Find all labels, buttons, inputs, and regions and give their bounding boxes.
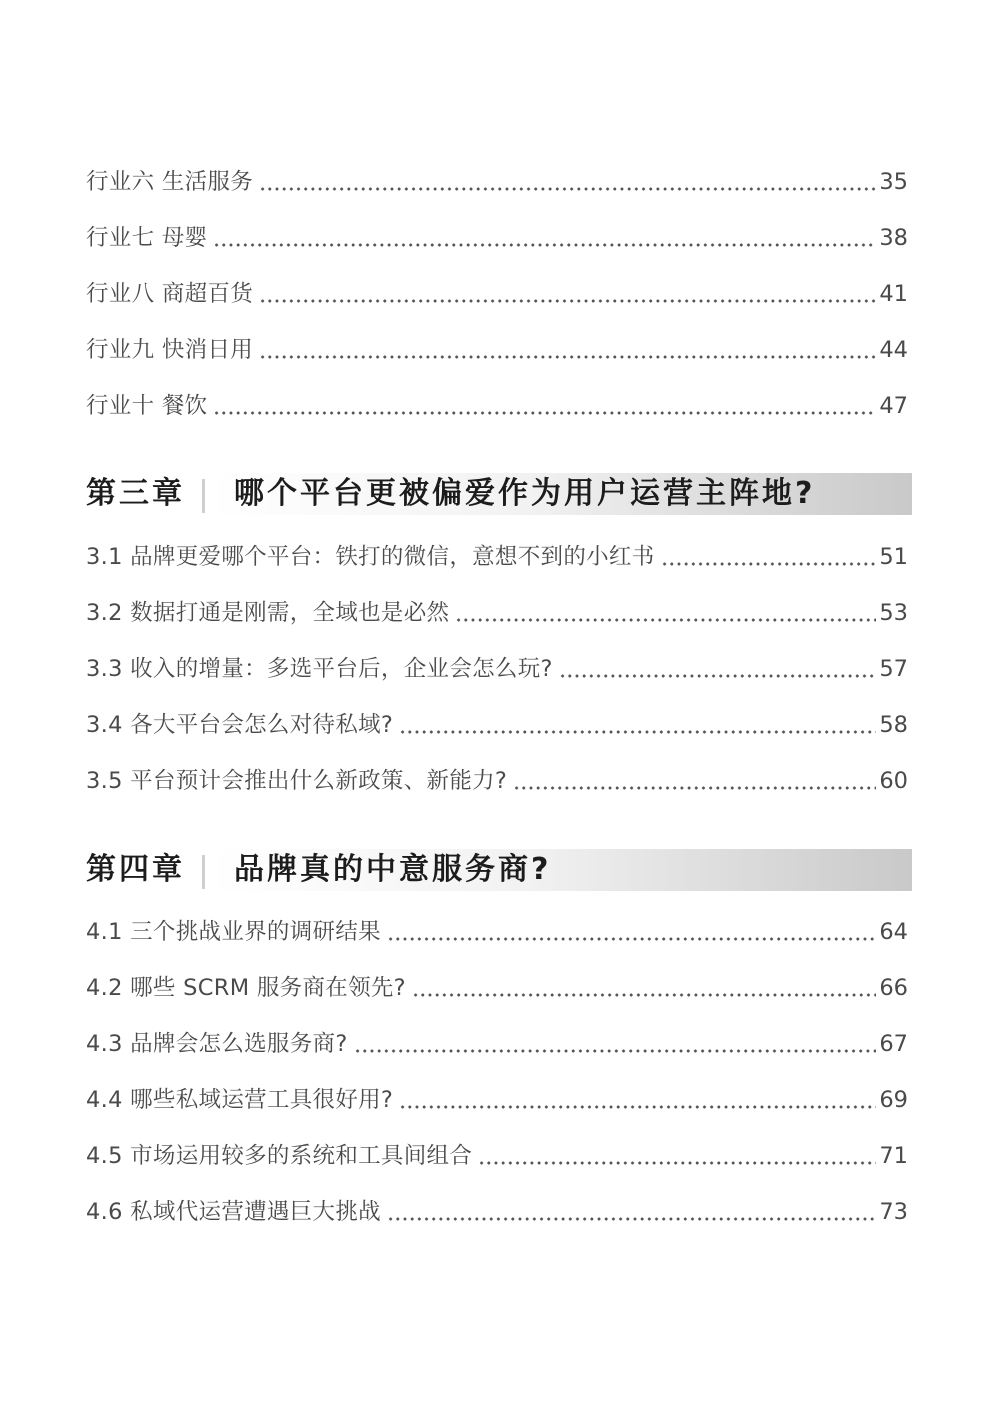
toc-entry-page: 66 — [879, 975, 908, 1001]
dot-leader — [559, 674, 877, 678]
toc-entry[interactable] — [86, 277, 908, 311]
dot-leader — [513, 786, 876, 790]
toc-entry[interactable] — [86, 540, 908, 574]
toc-entry[interactable] — [86, 596, 908, 630]
toc-entry[interactable] — [86, 165, 908, 199]
toc-entry-page: 53 — [879, 600, 908, 626]
toc-entry-title: 4.2 哪些 SCRM 服务商在领先? — [86, 975, 406, 1001]
dot-leader — [412, 993, 876, 997]
dot-leader — [259, 355, 876, 359]
toc-entry-page: 41 — [879, 281, 908, 307]
chapter-title: 哪个平台更被偏爱作为用户运营主阵地? — [234, 476, 816, 511]
toc-entry-title: 4.3 品牌会怎么选服务商? — [86, 1031, 348, 1057]
toc-entry-title: 3.5 平台预计会推出什么新政策、新能力? — [86, 768, 508, 794]
toc-entry-page: 47 — [879, 393, 908, 419]
chapter-label: 第三章 — [86, 476, 185, 511]
dot-leader — [399, 730, 876, 734]
toc-entry[interactable] — [86, 389, 908, 423]
dot-leader — [387, 1217, 876, 1221]
toc-entry-title: 3.1 品牌更爱哪个平台：铁打的微信，意想不到的小红书 — [86, 544, 655, 570]
toc-entry-title: 行业九 快消日用 — [86, 337, 254, 363]
toc-entry-title: 行业八 商超百货 — [86, 281, 254, 307]
toc-entry-page: 51 — [879, 544, 908, 570]
toc-entry[interactable] — [86, 764, 908, 798]
dot-leader — [399, 1105, 876, 1109]
chapter-4-heading — [86, 849, 912, 891]
chapter-3-heading — [86, 473, 912, 515]
chapter-divider — [202, 855, 205, 889]
dot-leader — [259, 187, 876, 191]
toc-entry-title: 行业七 母婴 — [86, 225, 208, 251]
toc-entry-title: 行业六 生活服务 — [86, 169, 254, 195]
toc-entry-page: 38 — [879, 225, 908, 251]
toc-entry-title: 3.4 各大平台会怎么对待私域? — [86, 712, 394, 738]
toc-entry-page: 35 — [879, 169, 908, 195]
toc-entry-page: 73 — [879, 1199, 908, 1225]
chapter-title: 品牌真的中意服务商? — [234, 852, 552, 887]
dot-leader — [661, 562, 877, 566]
toc-entry-title: 行业十 餐饮 — [86, 393, 208, 419]
toc-entry-title: 3.2 数据打通是刚需，全域也是必然 — [86, 600, 450, 626]
toc-entry-title: 3.3 收入的增量：多选平台后，企业会怎么玩? — [86, 656, 553, 682]
toc-entry[interactable] — [86, 333, 908, 367]
toc-entry[interactable] — [86, 1027, 908, 1061]
toc-entry-title: 4.4 哪些私域运营工具很好用? — [86, 1087, 394, 1113]
toc-entry-title: 4.6 私域代运营遭遇巨大挑战 — [86, 1199, 381, 1225]
toc-entry-title: 4.5 市场运用较多的系统和工具间组合 — [86, 1143, 473, 1169]
toc-entry[interactable] — [86, 1195, 908, 1229]
dot-leader — [455, 618, 876, 622]
chapter-divider — [202, 479, 205, 513]
dot-leader — [213, 243, 876, 247]
dot-leader — [259, 299, 876, 303]
toc-entry[interactable] — [86, 708, 908, 742]
toc-entry[interactable] — [86, 1139, 908, 1173]
toc-entry-title: 4.1 三个挑战业界的调研结果 — [86, 919, 381, 945]
toc-entry-page: 57 — [879, 656, 908, 682]
toc-entry-page: 69 — [879, 1087, 908, 1113]
toc-entry-page: 64 — [879, 919, 908, 945]
dot-leader — [387, 937, 876, 941]
toc-entry-page: 67 — [879, 1031, 908, 1057]
toc-entry[interactable] — [86, 1083, 908, 1117]
dot-leader — [354, 1049, 877, 1053]
toc-entry[interactable] — [86, 221, 908, 255]
toc-entry[interactable] — [86, 915, 908, 949]
chapter-label: 第四章 — [86, 852, 185, 887]
toc-entry-page: 58 — [879, 712, 908, 738]
dot-leader — [478, 1161, 876, 1165]
toc-entry-page: 60 — [879, 768, 908, 794]
dot-leader — [213, 411, 876, 415]
toc-entry[interactable] — [86, 971, 908, 1005]
toc-entry-page: 44 — [879, 337, 908, 363]
toc-entry-page: 71 — [879, 1143, 908, 1169]
toc-entry[interactable] — [86, 652, 908, 686]
